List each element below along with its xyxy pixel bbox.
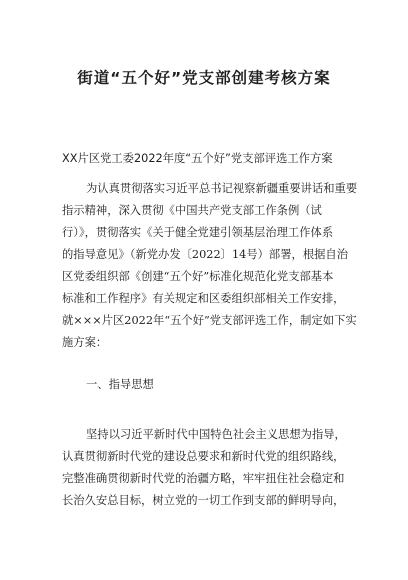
section-heading: 一、指导思想 [86, 378, 154, 391]
paragraph-line: 为认真贯彻落实习近平总书记视察新疆重要讲话和重要 [86, 182, 358, 195]
paragraph-line: 坚持以习近平新时代中国特色社会主义思想为指导， [86, 428, 346, 441]
paragraph-guiding-ideology [62, 424, 352, 512]
paragraph-line: 完整准确贯彻新时代党的治疆方略，牢牢扭住社会稳定和 [62, 472, 345, 485]
paragraph-line: 行）》，贯彻落实《关于健全党建引领基层治理工作体系 [62, 226, 334, 239]
paragraph-line: 施方案： [62, 336, 108, 349]
paragraph-line: 指示精神，深入贯彻《中国共产党支部工作条例（试 [62, 204, 322, 217]
paragraph-line: 长治久安总目标，树立党的一切工作到支部的鲜明导向， [62, 494, 345, 507]
paragraph-line: 就×××片区2022年“五个好”党支部评选工作，制定如下实 [62, 314, 357, 327]
paragraph-intro [62, 178, 358, 354]
paragraph-line: 区党委组织部《创建“五个好”标准化规范化党支部基本 [62, 270, 334, 283]
document-subtitle: XX片区党工委2022年度“五个好”党支部评选工作方案 [62, 152, 333, 165]
paragraph-line: 的指导意见》（新党办发〔2022〕14号）部署，根据自治 [62, 248, 349, 261]
document-title: 街道“五个好”党支部创建考核方案 [77, 69, 331, 87]
paragraph-line: 标准和工作程序》有关规定和区委组织部相关工作安排， [62, 292, 345, 305]
paragraph-line: 认真贯彻新时代党的建设总要求和新时代党的组织路线， [62, 450, 345, 463]
